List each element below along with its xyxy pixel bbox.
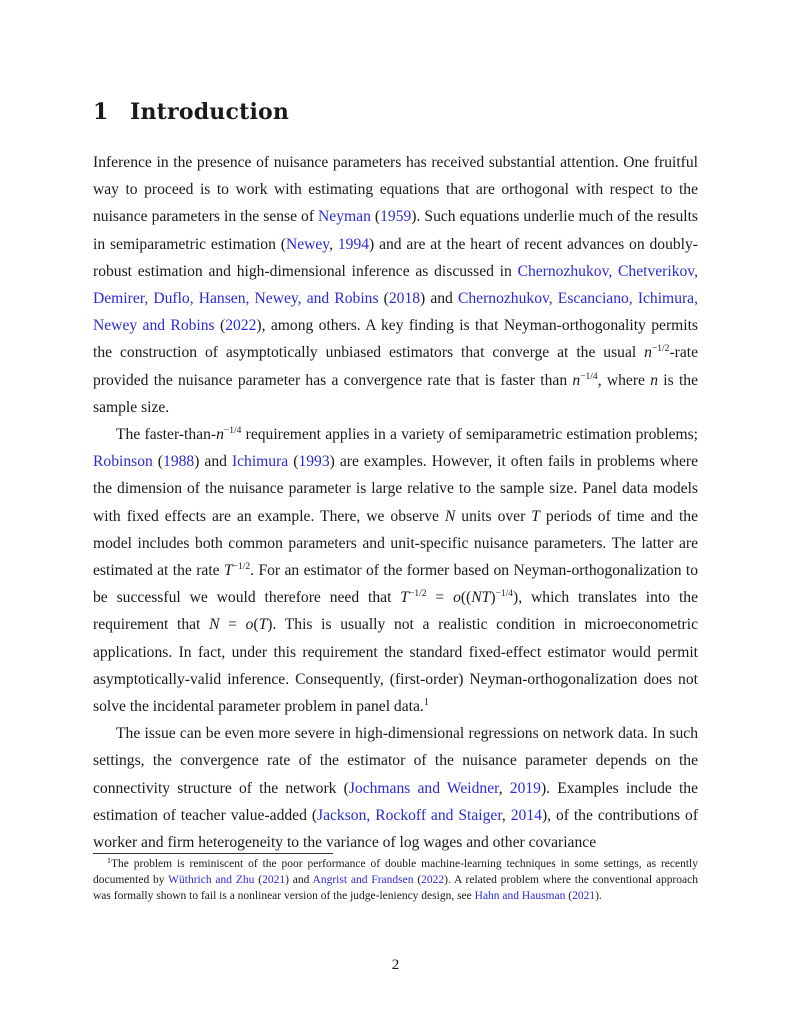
citation-link[interactable]: 1988 (163, 453, 195, 471)
text-run: requirement applies in a variety of semiparametric estimation problems; (241, 426, 698, 444)
citation-link[interactable]: 1994 (337, 235, 370, 253)
math-symbol: T (223, 562, 233, 580)
citation-link[interactable]: Jochmans and Weidner (348, 779, 499, 797)
text-run: ) and (285, 874, 313, 887)
citation-link[interactable]: 2014 (510, 806, 542, 824)
text-run: ( (214, 317, 226, 335)
text-run: ). Examples include the estimation of teacher value-added ( (93, 779, 699, 824)
text-run: , (501, 806, 511, 824)
math-symbol: N (444, 507, 456, 525)
text-run: ( (253, 616, 259, 634)
citation-link[interactable]: 2022 (421, 874, 445, 887)
text-run: ), among others. A key finding is that Neyman-orthogonality permits the construction of asymptotically unbiased estimators that converge at the usual (93, 317, 699, 362)
math-symbol: T (400, 589, 409, 607)
text-run: ) are examples. However, it often fails in problems where the dimension of the nuisance parameter is large relative to the sample size. Panel data models with fixed effects are an example. There, we observe (93, 453, 699, 525)
math-symbol: o (245, 616, 254, 634)
math-symbol: T (531, 507, 540, 525)
text-run: The faster-than- (116, 426, 217, 444)
citation-link[interactable]: Jackson, Rockoff and Staiger (317, 806, 502, 824)
text-run: ( (370, 208, 381, 226)
text-run: periods of time and the model includes both common parameters and unit-specific nuisance parameters. The latter are estimated at the rate (93, 507, 698, 580)
text-run: The problem is reminiscent of the poor performance of double machine-learning techniques in some settings, as recently documented by (93, 858, 698, 887)
footnote-mark: 1 (107, 856, 111, 865)
text-run: . For an estimator of the former based on Neyman-orthogonalization to be successful we would therefore need that (93, 562, 698, 607)
text-run: (( (460, 589, 472, 607)
text-run: ). A related problem where the conventional approach was formally shown to fail is a nonlinear version of the judge-leniency design, see (93, 874, 699, 903)
text-run: ), which translates into the requirement that (93, 589, 698, 634)
paragraph-2 (93, 421, 698, 720)
citation-link[interactable]: Chernozhukov, Escanciano, Ichimura, Newey and Robins (93, 290, 699, 335)
text-run: ( (565, 890, 573, 903)
math-exponent: −1/4 (495, 589, 514, 600)
footnote (93, 856, 698, 905)
math-symbol: n (572, 371, 581, 389)
footnote-divider (93, 853, 333, 854)
citation-link[interactable]: Robinson (93, 453, 153, 471)
citation-link[interactable]: Hahn and Hausman (474, 890, 566, 903)
text-run: , (498, 779, 510, 797)
math-exponent: −1/2 (232, 562, 251, 573)
citation-link[interactable]: Chernozhukov, Chetverikov, Demirer, Duflo, Hansen, Newey, and Robins (93, 262, 698, 308)
text-run: ). This is usually not a realistic condition in microeconometric applications. In fact, under this requirement the standard fixed-effect estimator would permit asymptotically-valid inference. Consequently, (first-order) Neyman-orthogonalization does not solve the incidental parameter problem in panel data. (93, 616, 698, 716)
citation-link[interactable]: Neyman (318, 208, 371, 226)
math-exponent: −1/4 (223, 426, 242, 437)
text-run: ( (413, 874, 422, 887)
section-heading (93, 99, 289, 125)
text-run: ( (288, 453, 299, 471)
text-run: = (426, 589, 454, 607)
text-run: ) and (194, 453, 232, 471)
paragraph-1 (93, 149, 698, 421)
math-exponent: −1/4 (580, 371, 598, 382)
footnote-text (93, 858, 698, 902)
section-number: 1 (93, 99, 109, 125)
section-title: Introduction (130, 99, 290, 125)
citation-link[interactable]: 1993 (298, 453, 330, 471)
math-symbol: n (644, 344, 652, 362)
citation-link[interactable]: Newey (285, 235, 330, 253)
text-run: Inference in the presence of nuisance parameters has received substantial attention. One fruitful way to proceed is to work with estimating equations that are orthogonal with respect to the nuisance parameters in the sense of (93, 154, 698, 226)
citation-link[interactable]: Ichimura (231, 453, 289, 471)
text-run: -rate provided the nuisance parameter has a convergence rate that is faster than (93, 344, 698, 389)
citation-link[interactable]: 2021 (262, 874, 286, 887)
citation-link[interactable]: 2021 (572, 890, 596, 903)
text-run: units over (455, 507, 532, 525)
text-run: ( (254, 874, 263, 887)
body-text (93, 149, 698, 856)
footnote-ref[interactable]: 1 (423, 697, 429, 709)
paragraph-3 (93, 720, 698, 856)
math-symbol: n (216, 426, 224, 444)
text-run: The issue can be even more severe in high-dimensional regressions on network data. In such settings, the convergence rate of the estimator of the nuisance parameter depends on the connectivity structure of the network ( (93, 725, 698, 797)
citation-link[interactable]: Angrist and Frandsen (312, 874, 414, 887)
citation-link[interactable]: 2019 (509, 779, 541, 797)
citation-link[interactable]: 1959 (380, 208, 412, 226)
text-run: is the sample size. (93, 371, 698, 416)
math-exponent: −1/2 (651, 344, 670, 355)
text-run: ( (152, 453, 164, 471)
text-run: = (219, 616, 246, 634)
page-number: 2 (391, 957, 400, 973)
text-run: , (329, 235, 338, 253)
text-run: ( (378, 290, 389, 308)
math-symbol: n (650, 371, 659, 389)
math-symbol: o (453, 589, 461, 607)
text-run: ) (490, 589, 496, 607)
text-run: ) and (420, 290, 458, 308)
text-run: ). (595, 890, 602, 903)
text-run: ), of the contributions of worker and firm heterogeneity to the variance of log wages and other covariance (93, 806, 699, 852)
math-symbol: N (209, 616, 220, 634)
citation-link[interactable]: 2018 (388, 290, 421, 308)
math-symbol: T (258, 616, 268, 634)
text-run: , where (597, 371, 651, 389)
text-run: ). Such equations underlie much of the results in semiparametric estimation ( (93, 208, 698, 253)
citation-link[interactable]: Wüthrich and Zhu (168, 874, 255, 887)
math-exponent: −1/2 (408, 589, 427, 600)
text-run: ) and are at the heart of recent advances on doubly-robust estimation and high-dimensional inference as discussed in (93, 235, 698, 280)
math-symbol: NT (471, 589, 491, 607)
citation-link[interactable]: 2022 (225, 317, 257, 335)
